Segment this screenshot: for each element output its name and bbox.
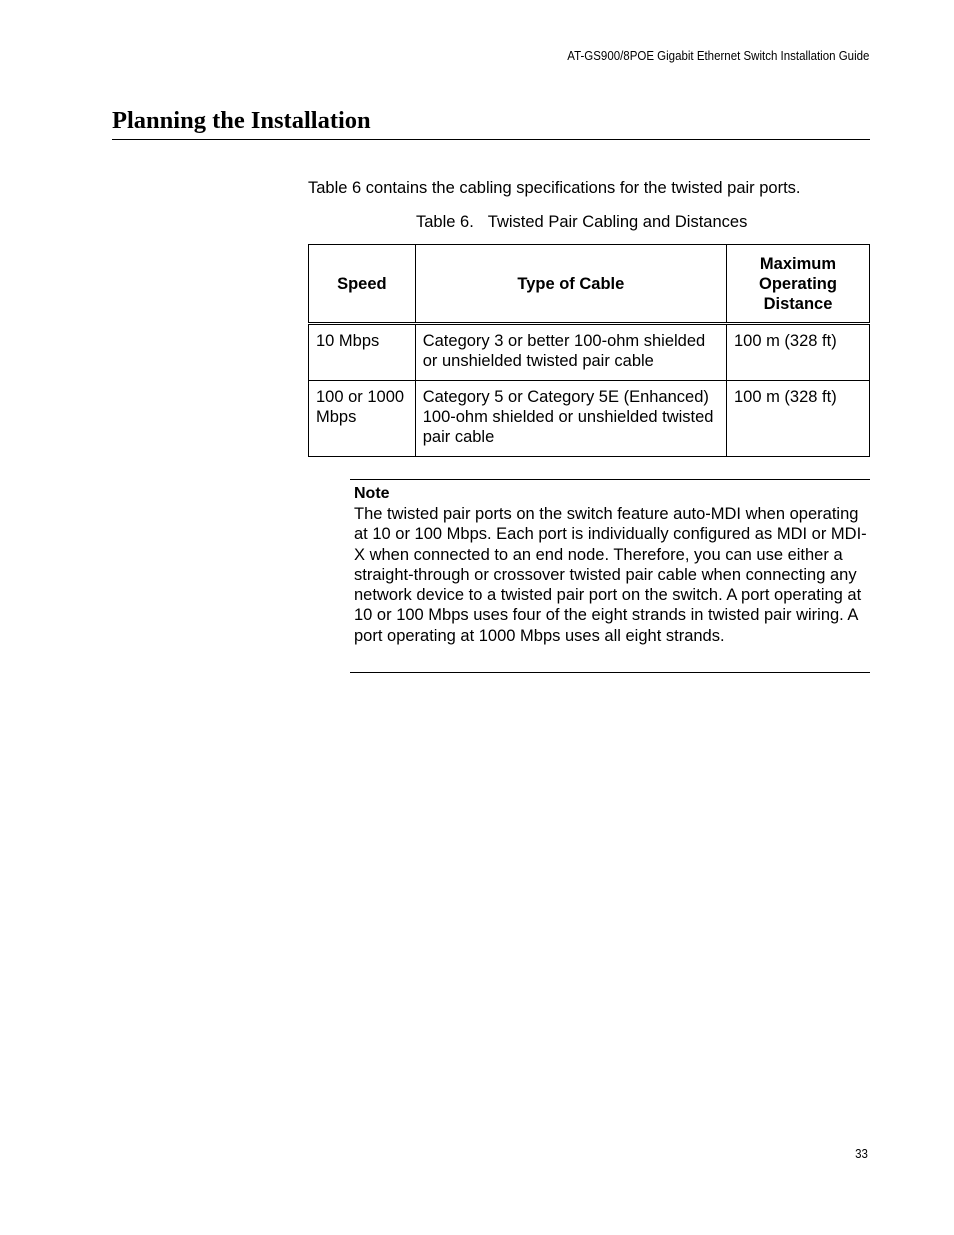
table-row bbox=[309, 324, 870, 381]
cell-cable-type: Category 5 or Category 5E (Enhanced) 100-ohm shielded or unshielded twisted pair cable bbox=[415, 381, 726, 457]
table-caption-title: Twisted Pair Cabling and Distances bbox=[487, 213, 748, 231]
header-max-distance-line2: Operating bbox=[759, 274, 837, 293]
table-row bbox=[309, 381, 870, 457]
cabling-table bbox=[308, 244, 870, 457]
header-max-distance-line3: Distance bbox=[763, 294, 833, 313]
cell-cable-type: Category 3 or better 100-ohm shielded or unshielded twisted pair cable bbox=[415, 324, 726, 381]
cell-distance: 100 m (328 ft) bbox=[726, 324, 869, 381]
header-speed: Speed bbox=[309, 245, 416, 324]
table-header-row bbox=[309, 245, 870, 324]
page-number: 33 bbox=[855, 1147, 868, 1161]
running-header: AT-GS900/8POE Gigabit Ethernet Switch Installation Guide bbox=[566, 49, 869, 63]
cell-distance: 100 m (328 ft) bbox=[726, 381, 869, 457]
intro-paragraph: Table 6 contains the cabling specifications for the twisted pair ports. bbox=[308, 179, 801, 197]
table-caption-number: Table 6. bbox=[416, 213, 474, 231]
section-title: Planning the Installation bbox=[112, 107, 371, 134]
header-cable-type: Type of Cable bbox=[415, 245, 726, 324]
note-label: Note bbox=[354, 485, 390, 502]
header-max-distance bbox=[726, 245, 869, 324]
cell-speed: 10 Mbps bbox=[309, 324, 416, 381]
cell-speed: 100 or 1000 Mbps bbox=[309, 381, 416, 457]
note-box bbox=[350, 479, 870, 673]
table-caption bbox=[416, 213, 747, 232]
note-body: The twisted pair ports on the switch feature auto-MDI when operating at 10 or 100 Mbps. Each port is individually configured as MDI or MDI-X when connected to an end node. Therefore, you can use either a straight-through or crossover twisted pair cable when connecting any network device to a twisted pair port on the switch. A port operating at 10 or 100 Mbps uses four of the eight strands in twisted pair wiring. A port operating at 1000 Mbps uses all eight strands. bbox=[354, 505, 867, 645]
title-rule bbox=[112, 139, 870, 140]
header-max-distance-line1: Maximum bbox=[759, 254, 837, 273]
